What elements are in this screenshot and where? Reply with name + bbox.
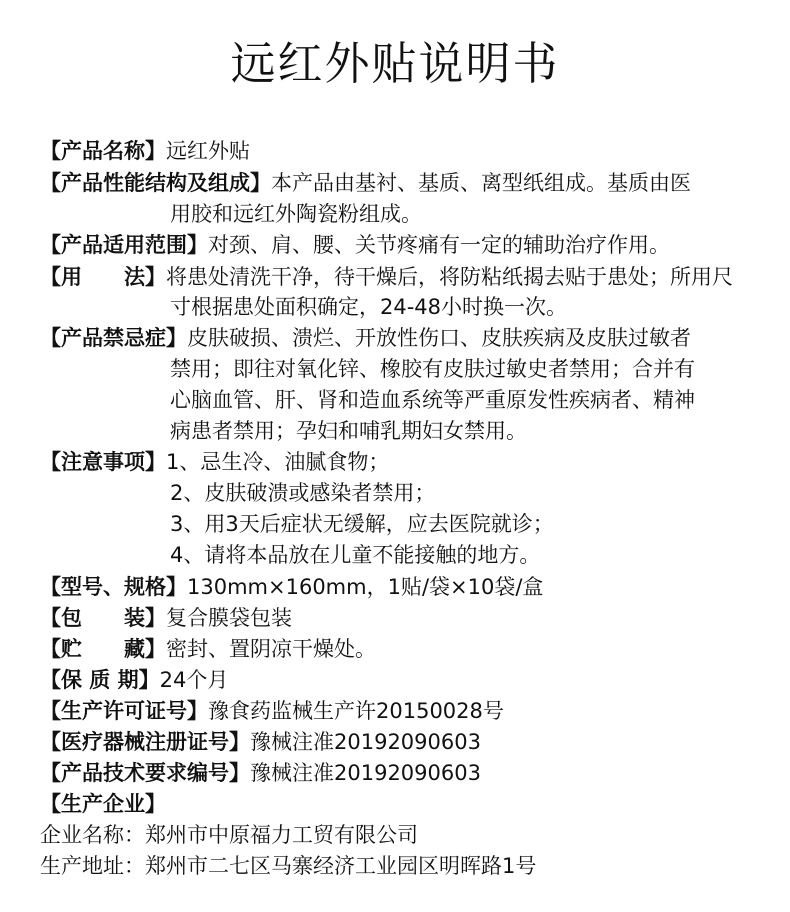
contraindications-continuation [170,354,695,384]
precautions-label: 【注意事项】 [40,450,166,474]
address-value: 郑州市二七区马寨经济工业园区明晖路1号 [145,854,537,878]
usage-row [40,262,733,292]
precautions-continuation [170,509,554,539]
product-name-row [40,136,250,166]
scope-label: 【产品适用范围】 [40,233,208,257]
production-license-row [40,696,504,726]
precaution-item: 3、用3天后症状无缓解，应去医院就诊； [170,512,554,536]
page-title: 远红外贴说明书 [230,37,560,90]
storage-row [40,634,376,664]
production-license-value: 豫食药监械生产许20150028号 [208,699,504,723]
precautions-continuation [170,540,540,570]
model-row [40,572,543,602]
storage-label: 【贮 藏】 [40,637,166,661]
composition-line: 本产品由基衬、基质、离型纸组成。基质由医 [271,171,691,195]
address-label: 生产地址： [40,854,145,878]
model-value: 130mm×160mm，1贴/袋×10袋/盒 [187,575,544,599]
packaging-value: 复合膜袋包装 [166,606,292,630]
production-license-label: 【生产许可证号】 [40,699,208,723]
tech-requirement-label: 【产品技术要求编号】 [40,761,250,785]
usage-label: 【用 法】 [40,265,166,289]
precaution-item: 4、请将本品放在儿童不能接触的地方。 [170,543,541,567]
registration-row [40,727,481,757]
usage-line: 寸根据患处面积确定，24-48小时换一次。 [170,295,568,319]
contraindications-continuation [170,416,527,446]
tech-requirement-value: 豫械注准20192090603 [250,761,481,785]
contraindications-line: 心脑血管、肝、肾和造血系统等严重原发性疾病者、精神 [170,388,695,412]
contraindications-label: 【产品禁忌症】 [40,326,187,350]
shelf-life-value: 24个月 [159,668,229,692]
composition-label: 【产品性能结构及组成】 [40,171,271,195]
product-name-value: 远红外贴 [166,139,250,163]
composition-row [40,168,691,198]
precautions-continuation [170,478,435,508]
contraindications-line: 皮肤破损、溃烂、开放性伤口、皮肤疾病及皮肤过敏者 [187,326,691,350]
contraindications-continuation [170,385,695,415]
manufacturer-row [40,789,166,819]
scope-row [40,230,670,260]
product-name-label: 【产品名称】 [40,139,166,163]
packaging-row [40,603,292,633]
usage-line: 将患处清洗干净，待干燥后，将防粘纸揭去贴于患处；所用尺 [166,265,733,289]
contraindications-line: 禁用；即往对氧化锌、橡胶有皮肤过敏史者禁用；合并有 [170,357,695,381]
company-name-value: 郑州市中原福力工贸有限公司 [145,823,418,847]
usage-continuation [170,292,567,322]
precautions-row [40,447,389,477]
company-name-row [40,820,418,850]
shelf-life-row [40,665,228,695]
tech-requirement-row [40,758,481,788]
address-row [40,851,536,881]
scope-value: 对颈、肩、腰、关节疼痛有一定的辅助治疗作用。 [208,233,670,257]
contraindications-row [40,323,691,353]
model-label: 【型号、规格】 [40,575,187,599]
composition-line: 用胶和远红外陶瓷粉组成。 [170,202,422,226]
registration-value: 豫械注准20192090603 [250,730,481,754]
composition-continuation [170,199,422,229]
manufacturer-label: 【生产企业】 [40,792,166,816]
storage-value: 密封、置阴凉干燥处。 [166,637,376,661]
registration-label: 【医疗器械注册证号】 [40,730,250,754]
shelf-life-label: 【保 质 期】 [40,668,160,692]
precaution-item: 2、皮肤破溃或感染者禁用； [170,481,436,505]
precaution-item: 1、忌生冷、油腻食物； [166,450,390,474]
company-name-label: 企业名称： [40,823,145,847]
contraindications-line: 病患者禁用；孕妇和哺乳期妇女禁用。 [170,419,527,443]
packaging-label: 【包 装】 [40,606,166,630]
